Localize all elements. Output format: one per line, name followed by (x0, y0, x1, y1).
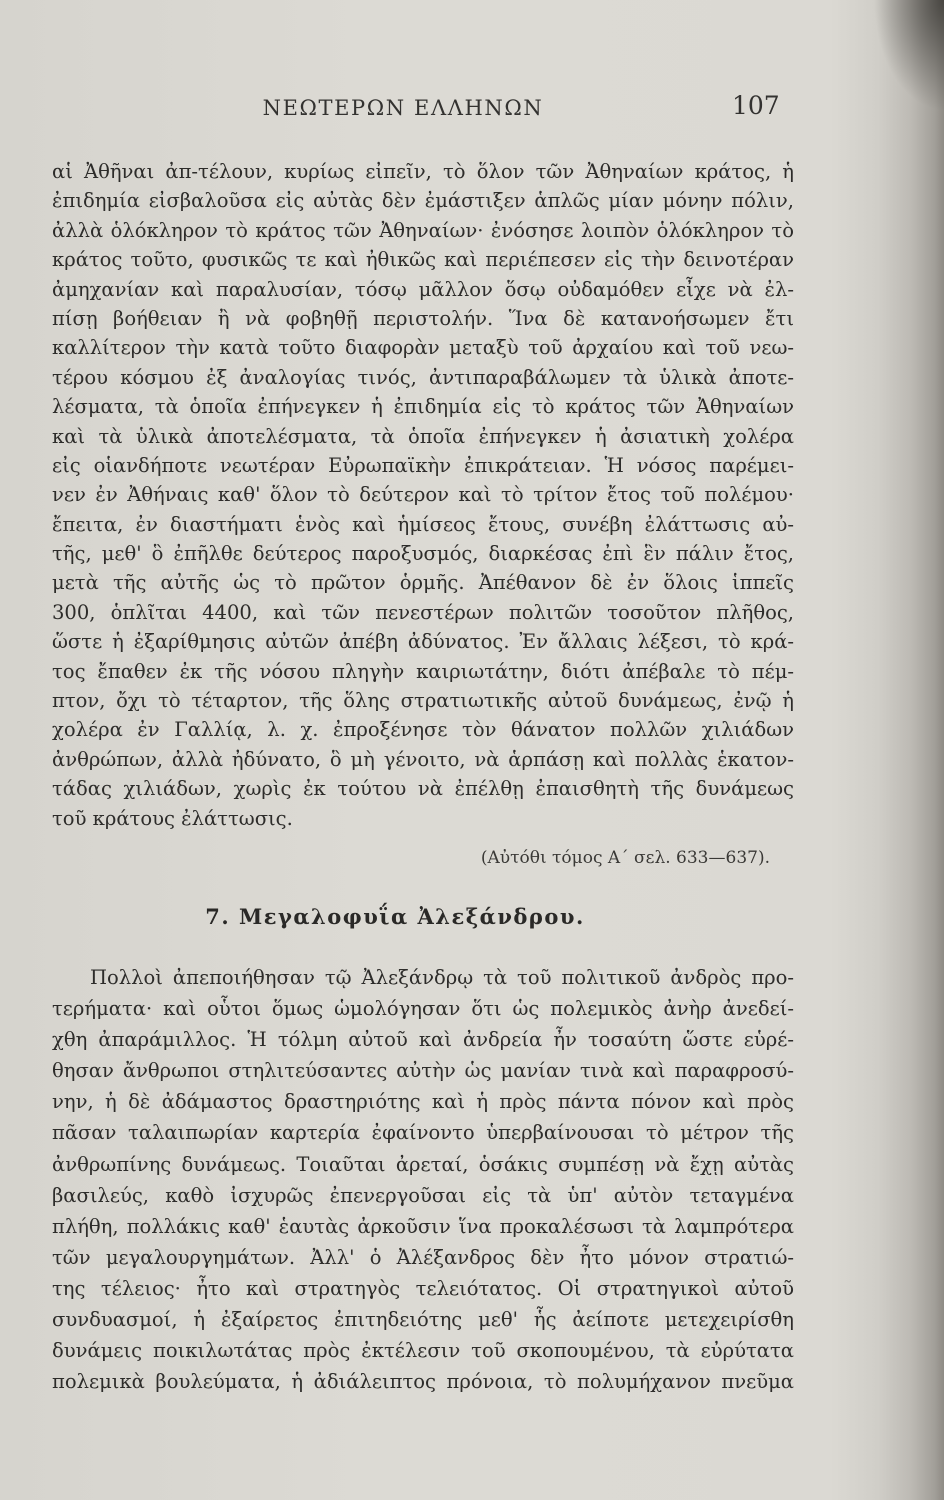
body-line: πᾶσαν ταλαιπωρίαν καρτερία ἐφαίνοντο ὑπερβαίνουσαι τὸ μέτρον τῆς (52, 1121, 794, 1145)
body-line: ἀνθρωπίνης δυνάμεως. Τοιαῦται ἀρεταί, ὁσάκις συμπέσῃ νὰ ἔχῃ αὐτὰς (52, 1152, 794, 1176)
body-line: θησαν ἄνθρωποι στηλιτεύσαντες αὐτὴν ὡς μανίαν τινὰ καὶ παραφροσύ- (52, 1059, 794, 1083)
body-line: δυνάμεις ποικιλωτάτας πρὸς ἐκτέλεσιν τοῦ σκοπουμένου, τὰ εὐρύτατα (52, 1339, 794, 1363)
body-line: της τέλειος· ἦτο καὶ στρατηγὸς τελειότατος. Οἱ στρατηγικοὶ αὐτοῦ (52, 1276, 794, 1300)
passage-line: λέσματα, τὰ ὁποῖα ἐπήνεγκεν ἡ ἐπιδημία εἰς τὸ κράτος τῶν Ἀθηναίων (52, 395, 794, 419)
body-line: νην, ἡ δὲ ἀδάμαστος δραστηριότης καὶ ἡ πρὸς πάντα πόνον καὶ πρὸς (52, 1090, 794, 1114)
page-number: 107 (732, 91, 780, 120)
passage-line: τοῦ κράτους ἐλάττωσις. (52, 806, 293, 830)
body-line: Πολλοὶ ἀπεποιήθησαν τῷ Ἀλεξάνδρῳ τὰ τοῦ πολιτικοῦ ἀνδρὸς προ- (90, 966, 794, 989)
passage-line: τος ἔπαθεν ἐκ τῆς νόσου πληγὴν καιριωτάτην, διότι ἀπέβαλε τὸ πέμ- (52, 659, 794, 683)
passage-line: χολέρα ἐν Γαλλίᾳ, λ. χ. ἐπροξένησε τὸν θάνατον πολλῶν χιλιάδων (52, 718, 794, 742)
passage-line: καὶ τὰ ὑλικὰ ἀποτελέσματα, τὰ ὁποῖα ἐπήνεγκεν ἡ ἀσιατικὴ χολέρα (52, 424, 794, 448)
passage-line: ἔπειτα, ἐν διαστήματι ἑνὸς καὶ ἡμίσεος ἔτους, συνέβη ἐλάττωσις αὐ- (52, 512, 794, 536)
passage-line: ἀμηχανίαν καὶ παραλυσίαν, τόσῳ μᾶλλον ὅσῳ οὐδαμόθεν εἶχε νὰ ἐλ- (52, 277, 794, 301)
passage-line: ἐπιδημία εἰσβαλοῦσα εἰς αὐτὰς δὲν ἐμάστιξεν ἁπλῶς μίαν μόνην πόλιν, (52, 189, 794, 213)
passage-line: τέρου κόσμου ἐξ ἀναλογίας τινός, ἀντιπαραβάλωμεν τὰ ὑλικὰ ἀποτε- (52, 365, 794, 389)
running-head: ΝΕΩΤΕΡΩΝ ΕΛΛΗΝΩΝ (262, 96, 544, 120)
section-heading (150, 902, 640, 932)
passage-line: ἀνθρώπων, ἀλλὰ ἠδύνατο, ὃ μὴ γένοιτο, νὰ ἁρπάσῃ καὶ πολλὰς ἑκατον- (52, 747, 794, 771)
passage-line: αἱ Ἀθῆναι ἀπ-τέλουν, κυρίως εἰπεῖν, τὸ ὅλον τῶν Ἀθηναίων κράτος, ἡ (52, 160, 794, 183)
passage-line: πίσῃ βοήθειαν ἢ νὰ φοβηθῇ περιστολήν. Ἵνα δὲ κατανοήσωμεν ἔτι (52, 306, 794, 330)
body-line: πλήθη, πολλάκις καθ' ἑαυτὰς ἀρκοῦσιν ἵνα προκαλέσωσι τὰ λαμπρότερα (52, 1214, 794, 1238)
passage-line: 300, ὁπλῖται 4400, καὶ τῶν πενεστέρων πολιτῶν τοσοῦτον πλῆθος, (52, 600, 794, 624)
source-citation: (Αὐτόθι τόμος Α΄ σελ. 633—637). (480, 848, 770, 868)
passage-line: μετὰ τῆς αὐτῆς ὡς τὸ πρῶτον ὁρμῆς. Ἀπέθανον δὲ ἐν ὅλοις ἱππεῖς (52, 571, 794, 595)
body-line: πολεμικὰ βουλεύματα, ἡ ἀδιάλειπτος πρόνοια, τὸ πολυμήχανον πνεῦμα (52, 1370, 794, 1394)
section-number: 7. (205, 904, 231, 929)
section-body (52, 962, 794, 1397)
body-line: χθη ἀπαράμιλλος. Ἡ τόλμη αὐτοῦ καὶ ἀνδρεία ἦν τοσαύτη ὥστε εὑρέ- (52, 1028, 794, 1052)
passage-line: ἀλλὰ ὁλόκληρον τὸ κράτος τῶν Ἀθηναίων· ἐνόσησε λοιπὸν ὁλόκληρον τὸ (52, 218, 794, 242)
passage-line: εἰς οἱανδήποτε νεωτέραν Εὐρωπαϊκὴν ἐπικράτειαν. Ἡ νόσος παρέμει- (52, 453, 794, 477)
body-line: βασιλεύς, καθὸ ἰσχυρῶς ἐπενεργοῦσαι εἰς τὰ ὑπ' αὐτὸν τεταγμένα (52, 1183, 794, 1207)
passage-line: καλλίτερον τὴν κατὰ τοῦτο διαφορὰν μεταξὺ τοῦ ἀρχαίου καὶ τοῦ νεω- (52, 336, 794, 360)
passage-line: νεν ἐν Ἀθήναις καθ' ὅλον τὸ δεύτερον καὶ τὸ τρίτον ἔτος τοῦ πολέμου· (52, 483, 794, 507)
body-line: συνδυασμοί, ἡ ἐξαίρετος ἐπιτηδειότης μεθ' ἧς ἀείποτε μετεχειρίσθη (52, 1308, 794, 1332)
passage-line: τῆς, μεθ' ὃ ἐπῆλθε δεύτερος παροξυσμός, διαρκέσας ἐπὶ ἓν πάλιν ἔτος, (52, 542, 794, 566)
passage-line: κράτος τοῦτο, φυσικῶς τε καὶ ἠθικῶς καὶ περιέπεσεν εἰς τὴν δεινοτέραν (52, 248, 794, 272)
section-title: Μεγαλοφυΐα Ἀλεξάνδρου. (238, 904, 585, 929)
passage-line: πτον, ὄχι τὸ τέταρτον, τῆς ὅλης στρατιωτικῆς αὐτοῦ δυνάμεως, ἐνῷ ἡ (52, 689, 794, 713)
body-line: τῶν μεγαλουργημάτων. Ἀλλ' ὁ Ἀλέξανδρος δὲν ἦτο μόνον στρατιώ- (52, 1245, 794, 1269)
body-line: τερήματα· καὶ οὗτοι ὅμως ὡμολόγησαν ὅτι ὡς πολεμικὸς ἀνὴρ ἀνεδεί- (52, 997, 794, 1021)
passage-text (52, 157, 794, 833)
passage-line: ὥστε ἡ ἐξαρίθμησις αὐτῶν ἀπέβη ἀδύνατος. Ἐν ἄλλαις λέξεσι, τὸ κρά- (52, 630, 794, 654)
passage-line: τάδας χιλιάδων, χωρὶς ἐκ τούτου νὰ ἐπέλθῃ ἐπαισθητὴ τῆς δυνάμεως (52, 777, 794, 801)
